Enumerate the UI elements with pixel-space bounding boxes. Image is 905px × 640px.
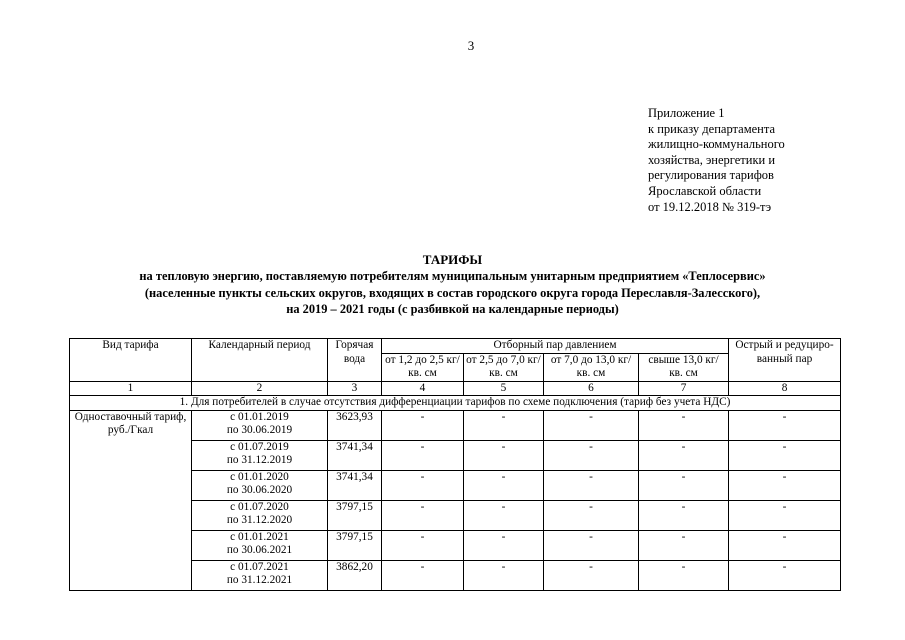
appendix-line: жилищно-коммунального [648, 137, 785, 152]
period-cell [192, 470, 328, 500]
hot-water-value: 3741,34 [328, 440, 382, 470]
hot-water-value: 3862,20 [328, 560, 382, 590]
period-from: с 01.07.2021 [230, 560, 289, 573]
period-from: с 01.07.2020 [230, 500, 289, 513]
sharp-steam-value: - [729, 440, 841, 470]
hot-water-value: 3797,15 [328, 500, 382, 530]
tariff-name: Одноставочный тариф, руб./Гкал [70, 410, 192, 590]
appendix-block [648, 106, 785, 215]
appendix-line: Ярославской области [648, 183, 762, 198]
steam-2-value: - [464, 500, 544, 530]
hot-water-value: 3623,93 [328, 410, 382, 440]
steam-4-value: - [639, 560, 729, 590]
sharp-steam-value: - [729, 470, 841, 500]
column-number: 2 [192, 381, 328, 396]
column-number: 6 [544, 381, 639, 396]
hot-water-value: 3741,34 [328, 470, 382, 500]
sharp-steam-value: - [729, 560, 841, 590]
period-cell [192, 500, 328, 530]
column-number-row [70, 381, 841, 396]
document-title [0, 252, 905, 318]
steam-4-value: - [639, 440, 729, 470]
appendix-line: к приказу департамента [648, 121, 776, 136]
period-to: по 31.12.2019 [226, 454, 293, 466]
header-steam-2: от 2,5 до 7,0 кг/ кв. см [464, 353, 544, 381]
steam-4-value: - [639, 500, 729, 530]
sharp-steam-value: - [729, 410, 841, 440]
steam-2-value: - [464, 410, 544, 440]
steam-3-value: - [544, 530, 639, 560]
steam-2-value: - [464, 560, 544, 590]
title-main: ТАРИФЫ [422, 252, 483, 267]
header-sharp-steam: Острый и редуциро-ванный пар [729, 339, 841, 382]
column-number: 1 [70, 381, 192, 396]
header-period: Календарный период [192, 339, 328, 382]
column-number: 4 [382, 381, 464, 396]
period-to: по 30.06.2020 [226, 484, 293, 496]
steam-3-value: - [544, 410, 639, 440]
period-from: с 01.07.2019 [230, 440, 289, 453]
period-cell [192, 440, 328, 470]
sharp-steam-value: - [729, 500, 841, 530]
steam-1-value: - [382, 530, 464, 560]
period-cell [192, 560, 328, 590]
steam-2-value: - [464, 470, 544, 500]
header-row [70, 339, 841, 354]
steam-1-value: - [382, 470, 464, 500]
column-number: 3 [328, 381, 382, 396]
appendix-line: от 19.12.2018 № 319-тэ [648, 199, 772, 214]
section-row [70, 396, 841, 411]
page-number: 3 [467, 38, 475, 53]
header-steam-4: свыше 13,0 кг/ кв. см [639, 353, 729, 381]
section-title: 1. Для потребителей в случае отсутствия дифференциации тарифов по схеме подключения (тариф без учета НДС) [70, 396, 841, 411]
title-line: на 2019 – 2021 годы (с разбивкой на календарные периоды) [286, 302, 619, 316]
steam-1-value: - [382, 440, 464, 470]
steam-1-value: - [382, 560, 464, 590]
steam-4-value: - [639, 470, 729, 500]
appendix-line: Приложение 1 [648, 106, 725, 120]
period-cell [192, 530, 328, 560]
steam-3-value: - [544, 470, 639, 500]
title-line: (населенные пункты сельских округов, входящих в состав городского округа города Переславля-Залесского), [144, 285, 761, 300]
header-steam-1: от 1,2 до 2,5 кг/ кв. см [382, 353, 464, 381]
steam-4-value: - [639, 530, 729, 560]
steam-2-value: - [464, 440, 544, 470]
table-row [70, 410, 841, 440]
period-cell [192, 410, 328, 440]
period-from: с 01.01.2020 [230, 470, 289, 483]
steam-3-value: - [544, 440, 639, 470]
header-hot-water: Горячая вода [328, 339, 382, 382]
appendix-line: регулирования тарифов [648, 168, 774, 183]
tariff-table [69, 338, 841, 591]
period-to: по 30.06.2021 [226, 544, 293, 556]
period-to: по 31.12.2020 [226, 514, 293, 526]
sharp-steam-value: - [729, 530, 841, 560]
column-number: 5 [464, 381, 544, 396]
steam-3-value: - [544, 560, 639, 590]
column-number: 7 [639, 381, 729, 396]
header-steam-3: от 7,0 до 13,0 кг/ кв. см [544, 353, 639, 381]
header-tariff-type: Вид тарифа [70, 339, 192, 382]
steam-2-value: - [464, 530, 544, 560]
period-to: по 30.06.2019 [226, 424, 293, 436]
appendix-line: хозяйства, энергетики и [648, 152, 776, 167]
header-steam-group: Отборный пар давлением [382, 339, 729, 354]
steam-4-value: - [639, 410, 729, 440]
steam-1-value: - [382, 410, 464, 440]
column-number: 8 [729, 381, 841, 396]
steam-3-value: - [544, 500, 639, 530]
hot-water-value: 3797,15 [328, 530, 382, 560]
period-to: по 31.12.2021 [226, 574, 293, 586]
period-from: с 01.01.2021 [230, 530, 289, 543]
steam-1-value: - [382, 500, 464, 530]
title-line: на тепловую энергию, поставляемую потребителям муниципальным унитарным предприятием «Теплосервис» [139, 269, 766, 283]
period-from: с 01.01.2019 [230, 410, 289, 423]
